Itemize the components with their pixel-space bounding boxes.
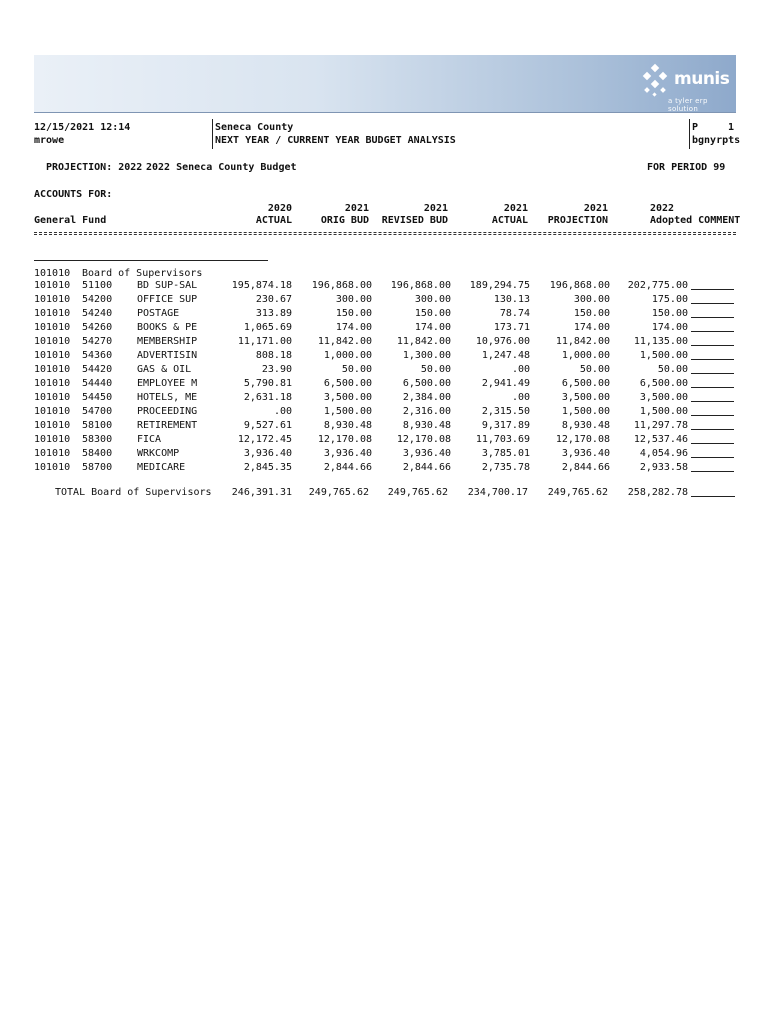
amount-cell: 5,790.81 (243, 378, 292, 389)
comment-cell[interactable] (688, 448, 739, 462)
description-cell: PROCEEDING (137, 406, 198, 417)
object-cell: 51100 (82, 280, 113, 291)
amount-cell: 11,297.78 (633, 420, 688, 431)
accounts-for-label: ACCOUNTS FOR: (34, 189, 113, 200)
amount-cell: 3,500.00 (323, 392, 372, 403)
amount-cell: 50.00 (341, 364, 372, 375)
amount-cell: 808.18 (255, 350, 292, 361)
amount-cell: 11,842.00 (555, 336, 610, 347)
col-header-label: ORIG BUD (320, 215, 369, 226)
amount-cell: 189,294.75 (469, 280, 530, 291)
amount-cell: 8,930.48 (561, 420, 610, 431)
section-fund: 101010 (34, 268, 71, 279)
header-divider-right (689, 119, 690, 149)
object-cell: 54420 (82, 364, 113, 375)
amount-cell: 3,785.01 (481, 448, 530, 459)
col-header-year: 2021 (423, 203, 448, 214)
amount-cell: 1,300.00 (402, 350, 451, 361)
amount-cell: 8,930.48 (402, 420, 451, 431)
amount-cell: 174.00 (414, 322, 451, 333)
amount-cell: 196,868.00 (549, 280, 610, 291)
comment-field[interactable] (691, 406, 734, 416)
amount-cell: 1,500.00 (323, 406, 372, 417)
amount-cell: 2,941.49 (481, 378, 530, 389)
object-cell: 54360 (82, 350, 113, 361)
comment-cell[interactable] (688, 392, 739, 406)
fund-cell: 101010 (34, 420, 71, 431)
amount-cell: 50.00 (579, 364, 610, 375)
amount-cell: 175.00 (651, 294, 688, 305)
amount-cell: .00 (511, 392, 530, 403)
org-name: Seneca County (215, 122, 294, 133)
amount-cell: 150.00 (414, 308, 451, 319)
comment-field[interactable] (691, 434, 734, 444)
col-header-label: ACTUAL (491, 215, 528, 226)
comment-field[interactable] (691, 378, 734, 388)
object-cell: 54270 (82, 336, 113, 347)
fund-cell: 101010 (34, 364, 71, 375)
amount-cell: 11,171.00 (237, 336, 292, 347)
amount-cell: 2,844.66 (323, 462, 372, 473)
comment-cell[interactable] (688, 406, 739, 420)
logo-tagline: a tyler erp solution (668, 97, 708, 113)
amount-cell: 3,936.40 (323, 448, 372, 459)
description-cell: POSTAGE (137, 308, 180, 319)
comment-cell[interactable] (688, 378, 739, 392)
comment-field[interactable] (691, 336, 734, 346)
total-value: 249,765.62 (547, 487, 608, 498)
table-row (34, 350, 739, 364)
amount-cell: 202,775.00 (627, 280, 688, 291)
object-cell: 54240 (82, 308, 113, 319)
amount-cell: 11,842.00 (317, 336, 372, 347)
table-row (34, 322, 739, 336)
object-cell: 58100 (82, 420, 113, 431)
description-cell: FICA (137, 434, 162, 445)
amount-cell: 1,065.69 (243, 322, 292, 333)
page-number: 1 (728, 122, 735, 133)
amount-cell: 50.00 (657, 364, 688, 375)
amount-cell: 174.00 (651, 322, 688, 333)
comment-field[interactable] (691, 280, 734, 290)
comment-field[interactable] (691, 392, 734, 402)
comment-cell[interactable] (688, 336, 739, 350)
amount-cell: 6,500.00 (639, 378, 688, 389)
description-cell: BD SUP-SAL (137, 280, 198, 291)
comment-field[interactable] (691, 350, 734, 360)
description-cell: ADVERTISIN (137, 350, 198, 361)
period-label: FOR PERIOD 99 (647, 162, 726, 173)
amount-cell: 50.00 (420, 364, 451, 375)
fund-cell: 101010 (34, 434, 71, 445)
amount-cell: 174.00 (335, 322, 372, 333)
total-value: 249,765.62 (387, 487, 448, 498)
report-title: NEXT YEAR / CURRENT YEAR BUDGET ANALYSIS (215, 135, 456, 146)
object-cell: 58700 (82, 462, 113, 473)
table-row (34, 364, 739, 378)
total-value: 258,282.78 (627, 487, 688, 498)
col-header-label: PROJECTION (547, 215, 608, 226)
amount-cell: 11,703.69 (475, 434, 530, 445)
comment-field[interactable] (691, 294, 734, 304)
page-label: P (692, 122, 699, 133)
comment-cell[interactable] (688, 364, 739, 378)
amount-cell: 3,500.00 (639, 392, 688, 403)
amount-cell: 12,170.08 (555, 434, 610, 445)
amount-cell: 1,000.00 (561, 350, 610, 361)
total-label: TOTAL Board of Supervisors (55, 487, 212, 498)
amount-cell: 300.00 (414, 294, 451, 305)
amount-cell: .00 (511, 364, 530, 375)
header-rule (34, 232, 736, 233)
col-header-year: 2021 (583, 203, 608, 214)
amount-cell: 12,537.46 (633, 434, 688, 445)
comment-cell[interactable] (688, 280, 739, 294)
amount-cell: 2,631.18 (243, 392, 292, 403)
total-value: 246,391.31 (231, 487, 292, 498)
amount-cell: 12,172.45 (237, 434, 292, 445)
description-cell: OFFICE SUP (137, 294, 198, 305)
amount-cell: 8,930.48 (323, 420, 372, 431)
munis-logo-icon (638, 63, 674, 99)
object-cell: 54700 (82, 406, 113, 417)
amount-cell: 3,936.40 (402, 448, 451, 459)
total-value: 234,700.17 (467, 487, 528, 498)
amount-cell: 2,315.50 (481, 406, 530, 417)
fund-label: General Fund (34, 215, 107, 226)
amount-cell: 3,936.40 (243, 448, 292, 459)
fund-cell: 101010 (34, 378, 71, 389)
amount-cell: 174.00 (573, 322, 610, 333)
amount-cell: 9,527.61 (243, 420, 292, 431)
amount-cell: 11,135.00 (633, 336, 688, 347)
col-header-year: 2021 (344, 203, 369, 214)
object-cell: 58300 (82, 434, 113, 445)
object-cell: 54450 (82, 392, 113, 403)
amount-cell: 10,976.00 (475, 336, 530, 347)
fund-cell: 101010 (34, 294, 71, 305)
description-cell: BOOKS & PE (137, 322, 198, 333)
amount-cell: 1,000.00 (323, 350, 372, 361)
table-row (34, 378, 739, 392)
description-cell: EMPLOYEE M (137, 378, 198, 389)
comment-cell[interactable] (688, 308, 739, 322)
col-header-year: 2022 (650, 203, 675, 214)
comment-field[interactable] (691, 322, 734, 332)
object-cell: 54200 (82, 294, 113, 305)
amount-cell: 196,868.00 (311, 280, 372, 291)
amount-cell: 2,735.78 (481, 462, 530, 473)
description-cell: GAS & OIL (137, 364, 192, 375)
description-cell: WRKCOMP (137, 448, 180, 459)
amount-cell: 3,936.40 (561, 448, 610, 459)
amount-cell: 2,844.66 (561, 462, 610, 473)
amount-cell: 1,500.00 (639, 350, 688, 361)
description-cell: MEMBERSHIP (137, 336, 198, 347)
table-row (34, 308, 739, 322)
amount-cell: 313.89 (255, 308, 292, 319)
amount-cell: 150.00 (573, 308, 610, 319)
amount-cell: 6,500.00 (402, 378, 451, 389)
munis-logo (638, 61, 730, 113)
total-comment-line[interactable] (691, 496, 735, 497)
report-user: mrowe (34, 135, 65, 146)
fund-cell: 101010 (34, 448, 71, 459)
table-row (34, 392, 739, 406)
amount-cell: 2,384.00 (402, 392, 451, 403)
col-header-label: Adopted COMMENT (650, 215, 741, 226)
table-row (34, 434, 739, 448)
amount-cell: 196,868.00 (390, 280, 451, 291)
comment-cell[interactable] (688, 350, 739, 364)
comment-cell[interactable] (688, 462, 739, 476)
table-row (34, 280, 739, 294)
fund-cell: 101010 (34, 406, 71, 417)
report-banner (34, 55, 736, 113)
amount-cell: .00 (273, 406, 292, 417)
table-row (34, 462, 739, 476)
amount-cell: 4,054.96 (639, 448, 688, 459)
report-code: bgnyrpts (692, 135, 741, 146)
comment-field[interactable] (691, 462, 734, 472)
table-row (34, 336, 739, 350)
amount-cell: 3,500.00 (561, 392, 610, 403)
amount-cell: 78.74 (499, 308, 530, 319)
budget-table (34, 268, 739, 476)
amount-cell: 11,842.00 (396, 336, 451, 347)
comment-cell[interactable] (688, 420, 739, 434)
header-rule (34, 234, 736, 235)
comment-field[interactable] (691, 308, 734, 318)
amount-cell: 6,500.00 (323, 378, 372, 389)
amount-cell: 230.67 (255, 294, 292, 305)
section-rule (34, 260, 268, 261)
logo-wordmark: munis (674, 69, 730, 89)
comment-field[interactable] (691, 364, 734, 374)
description-cell: HOTELS, ME (137, 392, 198, 403)
section-row (34, 268, 739, 280)
amount-cell: 300.00 (573, 294, 610, 305)
amount-cell: 6,500.00 (561, 378, 610, 389)
col-header-year: 2020 (267, 203, 292, 214)
report-datetime: 12/15/2021 12:14 (34, 122, 131, 133)
amount-cell: 150.00 (651, 308, 688, 319)
comment-cell[interactable] (688, 434, 739, 448)
col-header-year: 2021 (503, 203, 528, 214)
amount-cell: 130.13 (493, 294, 530, 305)
amount-cell: 150.00 (335, 308, 372, 319)
amount-cell: 1,500.00 (639, 406, 688, 417)
description-cell: MEDICARE (137, 462, 186, 473)
amount-cell: 12,170.08 (396, 434, 451, 445)
fund-cell: 101010 (34, 336, 71, 347)
amount-cell: 1,247.48 (481, 350, 530, 361)
amount-cell: 1,500.00 (561, 406, 610, 417)
fund-cell: 101010 (34, 280, 71, 291)
fund-cell: 101010 (34, 322, 71, 333)
amount-cell: 9,317.89 (481, 420, 530, 431)
amount-cell: 173.71 (493, 322, 530, 333)
col-header-label: ACTUAL (255, 215, 292, 226)
header-divider-left (212, 119, 213, 149)
amount-cell: 2,844.66 (402, 462, 451, 473)
fund-cell: 101010 (34, 462, 71, 473)
description-cell: RETIREMENT (137, 420, 198, 431)
budget-name: 2022 Seneca County Budget (146, 162, 297, 173)
amount-cell: 2,845.35 (243, 462, 292, 473)
table-row (34, 420, 739, 434)
comment-cell[interactable] (688, 322, 739, 336)
fund-cell: 101010 (34, 350, 71, 361)
amount-cell: 300.00 (335, 294, 372, 305)
fund-cell: 101010 (34, 392, 71, 403)
projection-label: PROJECTION: 2022 (46, 162, 143, 173)
amount-cell: 12,170.08 (317, 434, 372, 445)
amount-cell: 2,316.00 (402, 406, 451, 417)
table-row (34, 448, 739, 462)
comment-cell[interactable] (688, 294, 739, 308)
table-row (34, 406, 739, 420)
object-cell: 54440 (82, 378, 113, 389)
object-cell: 58400 (82, 448, 113, 459)
amount-cell: 2,933.58 (639, 462, 688, 473)
section-name: Board of Supervisors (82, 268, 203, 279)
object-cell: 54260 (82, 322, 113, 333)
amount-cell: 195,874.18 (231, 280, 292, 291)
comment-field[interactable] (691, 448, 734, 458)
fund-cell: 101010 (34, 308, 71, 319)
table-row (34, 294, 739, 308)
col-header-label: REVISED BUD (381, 215, 448, 226)
comment-field[interactable] (691, 420, 734, 430)
amount-cell: 23.90 (261, 364, 292, 375)
total-value: 249,765.62 (308, 487, 369, 498)
